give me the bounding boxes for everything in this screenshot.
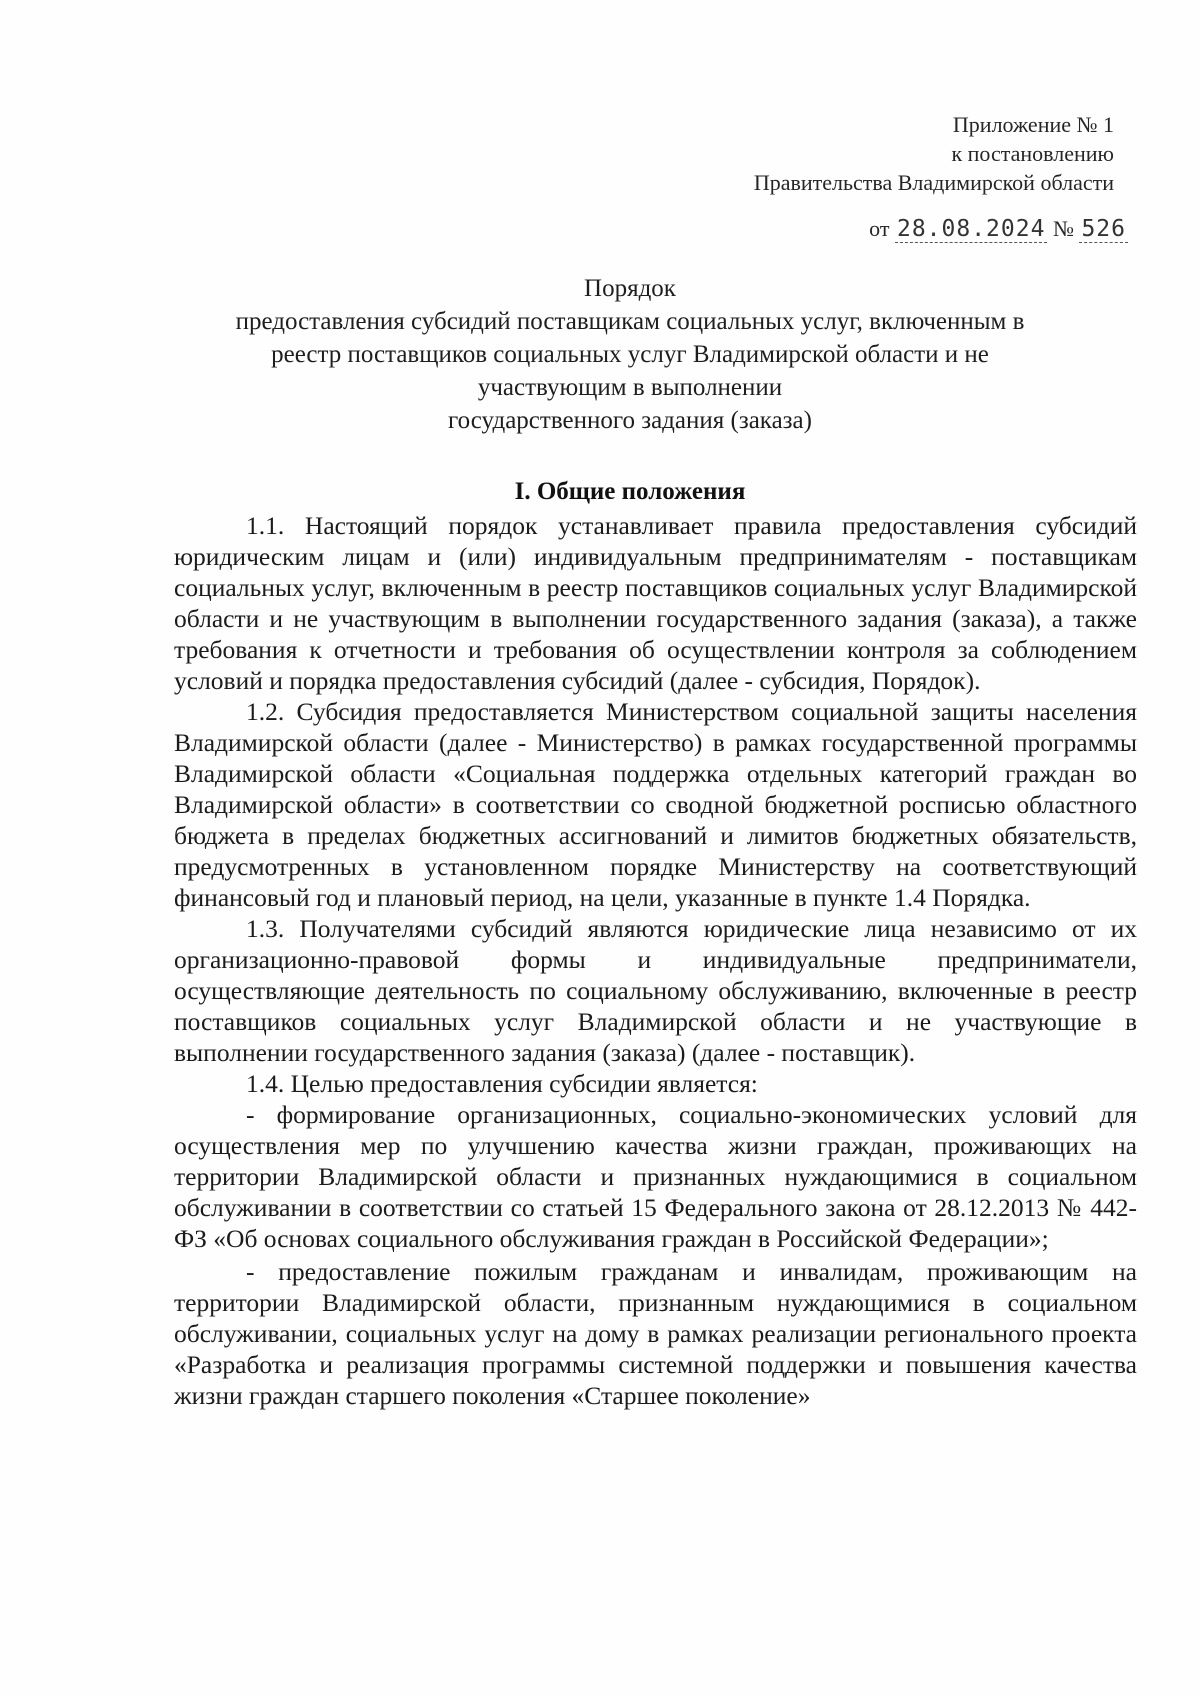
resolution-number: 526 [1081, 216, 1126, 242]
title-line: Порядок [584, 275, 676, 302]
section-heading: I. Общие положения [514, 478, 746, 505]
appendix-number: Приложение № 1 [952, 112, 1114, 137]
resolution-date: 28.08.2024 [896, 216, 1046, 242]
appendix-header [754, 110, 1114, 197]
title-line: реестр поставщиков социальных услуг Владимирской области и не [271, 341, 989, 368]
date-prefix: от [869, 216, 890, 241]
appendix-reference: к постановлению [951, 141, 1114, 166]
resolution-date-line [869, 216, 1128, 242]
paragraph: 1.3. Получателями субсидий являются юридические лица независимо от их организационно-правовой формы и индивидуальные предприниматели, осуществляющие деятельность по социальному обслуживанию, включенные в реестр поставщиков социальных услуг Владимирской области и не участвующие в выполнении государственного задания (заказа) (далее - поставщик). [174, 914, 1137, 1067]
paragraph: 1.4. Целью предоставления субсидии является: [246, 1069, 758, 1098]
paragraph: - формирование организационных, социально-экономических условий для осуществления мер по улучшению качества жизни граждан, проживающих на территории Владимирской области и признанных нуждающимися в социальном обслуживании в соответствии со статьей 15 Федерального закона от 28.12.2013 № 442-ФЗ «Об основах социального обслуживания граждан в Российской Федерации»; [174, 1100, 1137, 1253]
paragraph: - предоставление пожилым гражданам и инвалидам, проживающим на территории Владимирской области, признанным нуждающимися в социальном обслуживании, социальных услуг на дому в рамках реализации регионального проекта «Разработка и реализация программы системной поддержки и повышения качества жизни граждан старшего поколения «Старшее поколение» [174, 1257, 1137, 1410]
title-line: участвующим в выполнении [477, 374, 783, 401]
title-line: государственного задания (заказа) [448, 407, 812, 434]
document-body [174, 510, 1137, 1411]
number-sign: № [1052, 216, 1074, 241]
paragraph: 1.1. Настоящий порядок устанавливает правила предоставления субсидий юридическим лицам и (или) индивидуальным предпринимателям - поставщикам социальных услуг, включенным в реестр поставщиков социальных услуг Владимирской области и не участвующим в выполнении государственного задания (заказа), а также требования к отчетности и требования об осуществлении контроля за соблюдением условий и порядка предоставления субсидий (далее - субсидия, Порядок). [174, 511, 1137, 695]
paragraph: 1.2. Субсидия предоставляется Министерством социальной защиты населения Владимирской области (далее - Министерство) в рамках государственной программы Владимирской области «Социальная поддержка отдельных категорий граждан во Владимирской области» в соответствии со сводной бюджетной росписью областного бюджета в пределах бюджетных ассигнований и лимитов бюджетных обязательств, предусмотренных в установленном порядке Министерству на соответствующий финансовый год и плановый период, на цели, указанные в пункте 1.4 Порядка. [174, 697, 1137, 912]
appendix-authority: Правительства Владимирской области [753, 170, 1114, 195]
title-line: предоставления субсидий поставщикам социальных услуг, включенным в [235, 308, 1025, 335]
document-title [170, 272, 1090, 437]
